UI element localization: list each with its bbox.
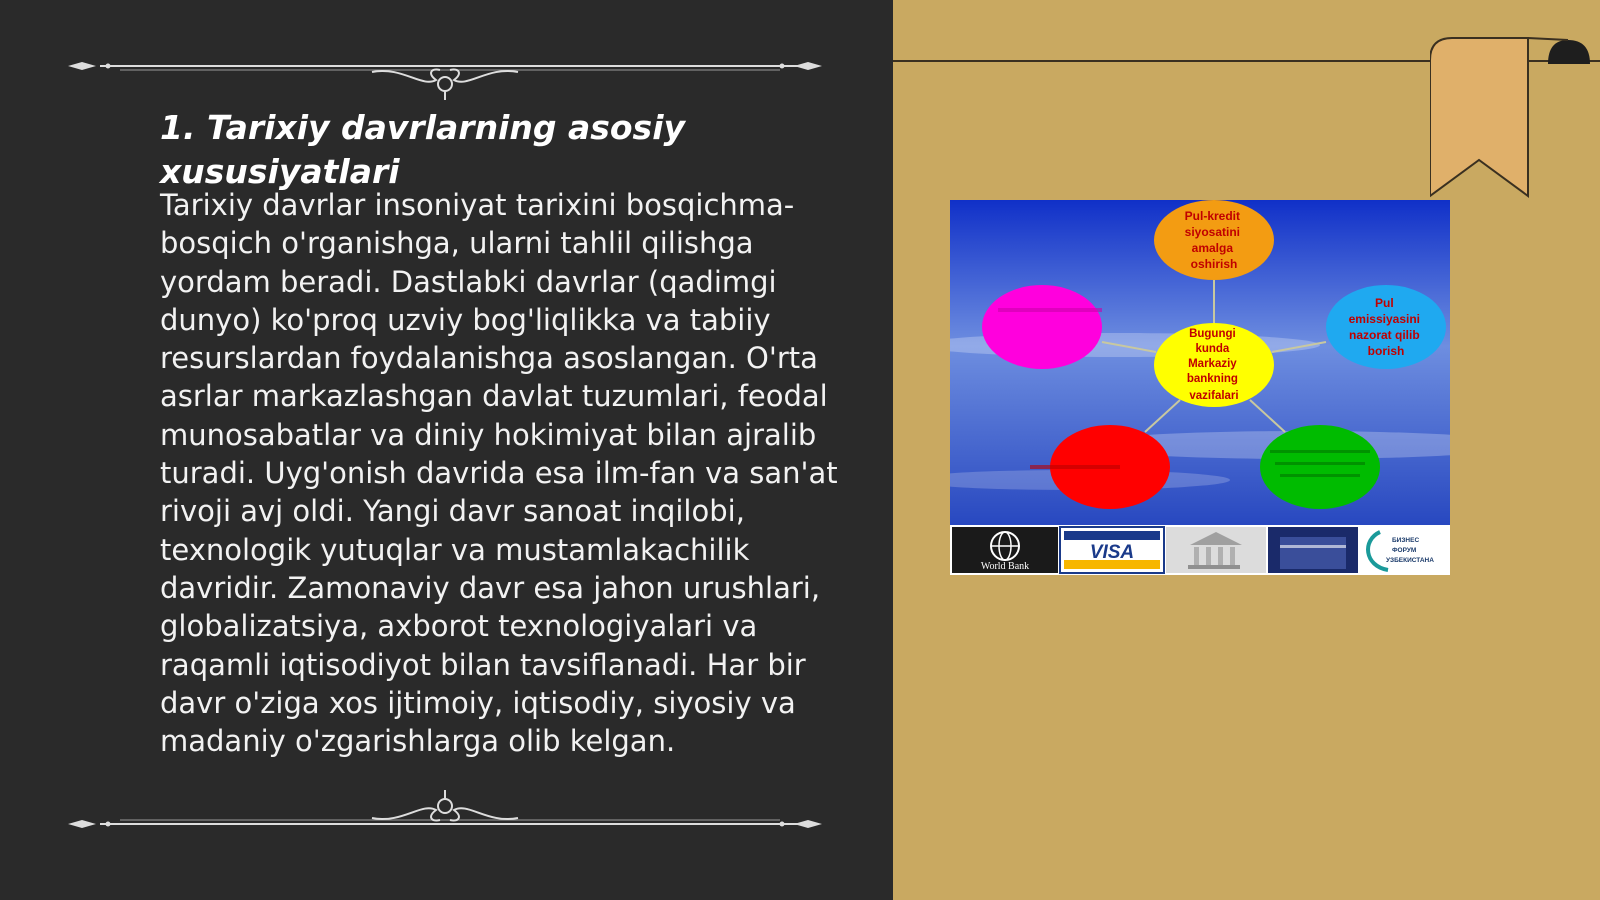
diagram-node-bottom-right	[1260, 425, 1380, 509]
slide-body-text: Tarixiy davrlar insoniyat tarixini bosqichma-bosqich o'rganishga, ularni tahlil qilishga yordam beradi. Dastlabki davrlar (qadimgi dunyo) ko'proq uzviy bog'liqlikka va tabiiy resurslardan foydalanishga asoslangan. O'rta asrlar markazlashgan davlat tuzumlari, feodal munosabatlar va diniy hokimiyat bilan ajralib turadi. Uyg'onish davrida esa ilm-fan va san'at rivoji avj oldi. Yangi davr sanoat inqilobi, texnologik yutuqlar va mustamlakachilik davridir. Zamonaviy davr esa jahon urushlari, globalizatsiya, axborot texnologiyalari va raqamli iqtisodiyot bilan tavsiflanadi. Har bir davr o'ziga xos ijtimoiy, iqtisodiy, siyosiy va madaniy o'zgarishlarga olib kelgan.	[160, 188, 838, 759]
svg-text:World Bank: World Bank	[980, 561, 1030, 572]
bank-building-icon	[1166, 527, 1266, 573]
business-forum-logo	[1360, 527, 1448, 573]
bank-office-icon	[1268, 527, 1358, 573]
node-top-text: Pul-kredit siyosatini amalga oshirish	[1184, 209, 1241, 271]
svg-text:БИЗНЕС ФОРУМ У: БИЗНЕС ФОРУМ УЗБЕКИСТАНА	[1386, 537, 1434, 564]
world-bank-logo	[952, 527, 1058, 573]
diagram-node-left	[982, 285, 1102, 369]
bookmark-ribbon	[1430, 34, 1600, 204]
bottom-ornament	[60, 770, 830, 830]
central-bank-functions-diagram	[950, 200, 1450, 575]
logo-strip	[950, 525, 1450, 575]
svg-text:VISA: VISA	[1089, 542, 1135, 563]
slide-title: 1. Tarixiy davrlarning asosiy xususiyatlari	[160, 108, 686, 191]
top-ornament	[60, 40, 830, 100]
node-center-text: Bugungi kunda Markaziy bankning vazifalari	[1186, 328, 1239, 402]
visa-logo	[1060, 527, 1164, 573]
node-right-text: Pul emissiyasini nazorat qilib borish	[1348, 296, 1421, 358]
